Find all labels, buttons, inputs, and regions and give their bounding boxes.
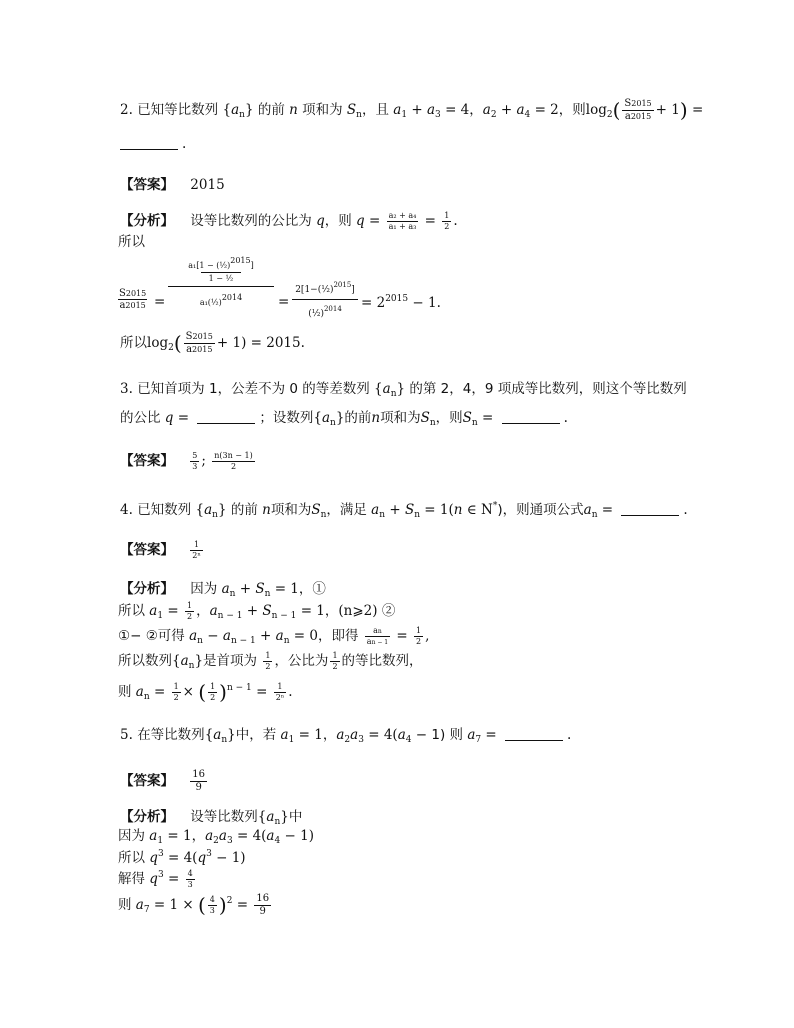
- q4-analysis-l2: 所以 $a_1$ = $\frac{1}{2}$ ，$a_{n - 1} + S_{n - 1} = 1$，(n⩾2) ②: [118, 601, 396, 621]
- q5-analysis-l2: 因为 $a_1 = 1$，$a_2a_3 = 4(a_4 - 1)$: [118, 828, 314, 846]
- q5-stem: 5. 在等比数列$\{a_n\}$中，若 $a_1 = 1$，$a_2a_3 = 4(a_4 - 1)$ 则 $a_7$ = .: [120, 727, 572, 745]
- q5-analysis-l1: 【分析】 设等比数列$\{a_n\}$中: [120, 809, 303, 827]
- q3-stem-line1: 3. 已知首项为 1，公差不为 0 的等差数列 $\{a_n\}$ 的第 2，4，9 项成等比数列，则这个等比数列: [120, 381, 687, 399]
- answer-blank[interactable]: [621, 503, 679, 516]
- q2-answer: 【答案】 2015: [120, 177, 225, 193]
- q2-suoyi: 所以: [118, 234, 145, 250]
- q2-stem: 2. 已知等比数列 $\{a_n\}$ 的前 n 项和为 $S_n$，且 $a_1 + a_3 = 4$，$a_2 + a_4 = 2$，则$\log_2$( $\frac{S2015}{a2015}$ + 1) =: [120, 98, 704, 122]
- q2-analysis: 【分析】 设等比数列的公比为 q，则 q = $\frac{\text{a₂ + a₄}}{\text{a₁ + a₃}}$ = $\frac{1}{2}$ .: [120, 211, 458, 231]
- q5-analysis-l3: 所以 $q^3 = 4(q^3 - 1)$: [118, 849, 246, 866]
- q4-analysis-l3: ①− ②可得 $a_n - a_{n - 1} + a_n = 0$，即得 $\frac{an}{an - 1}$ = $\frac{1}{2}$ ,: [118, 626, 430, 646]
- q2-derivation: S2015 a2015 = a₁[1 − (½)2015] 1 − ½ a₁(½)2014 = 2[1−(½)$^{2015}$] (½)$^{2014}$ = $2^{2015} - 1$.: [118, 250, 378, 330]
- q5-analysis-l5: 则 $a_7 = 1$ × ( $\frac{4}{3}$ )$^2$ = $\frac{16}{9}$: [118, 893, 270, 917]
- q3-stem-line2: 的公比 q = ；设数列$\{a_n\}$的前n项和为$S_n$，则$S_n$ = .: [120, 410, 568, 428]
- answer-blank[interactable]: [505, 728, 563, 741]
- answer-blank[interactable]: [197, 411, 255, 424]
- q4-answer: 【答案】 $\frac{1}{\text{2ⁿ}}$: [120, 540, 201, 560]
- q4-analysis-l4: 所以数列$\{a_n\}$是首项为 $\frac{1}{2}$ ，公比为 $\frac{1}{2}$ 的等比数列，: [118, 651, 423, 671]
- s-over-a: S2015 a2015: [119, 288, 147, 311]
- answer-blank[interactable]: [120, 137, 178, 150]
- q4-analysis-l1: 【分析】 因为 $a_n + S_n = 1$，①: [120, 581, 326, 599]
- q4-analysis-l5: 则 $a_n$ = $\frac{1}{2}$ × ( $\frac{1}{2}$ )$^{n - 1}$ = $\frac{1}{\text{2ⁿ}}$ .: [118, 680, 293, 704]
- outer-fraction: a₁[1 − (½)2015] 1 − ½ a₁(½)2014: [168, 250, 274, 314]
- answer-blank[interactable]: [502, 411, 560, 424]
- q3-answer: 【答案】 $\frac{5}{3}$ ; $\frac{n(3n - 1)}{2}$: [120, 451, 253, 471]
- q2-final: 所以$\log_2$( $\frac{S2015}{a2015}$ + 1) = 2015.: [120, 331, 305, 355]
- mid-fraction: 2[1−(½)$^{2015}$] (½)$^{2014}$: [292, 276, 358, 323]
- q2-blank: .: [120, 135, 186, 153]
- q5-answer: 【答案】 $\frac{16}{9}$: [120, 769, 206, 793]
- q5-analysis-l4: 解得 $q^3$ = $\frac{4}{3}$: [118, 869, 193, 889]
- q4-stem: 4. 已知数列 $\{a_n\}$ 的前 n项和为$S_n$，满足 $a_n + S_n = 1(n$ ∈ N*)，则通项公式$a_n$ = .: [120, 501, 688, 520]
